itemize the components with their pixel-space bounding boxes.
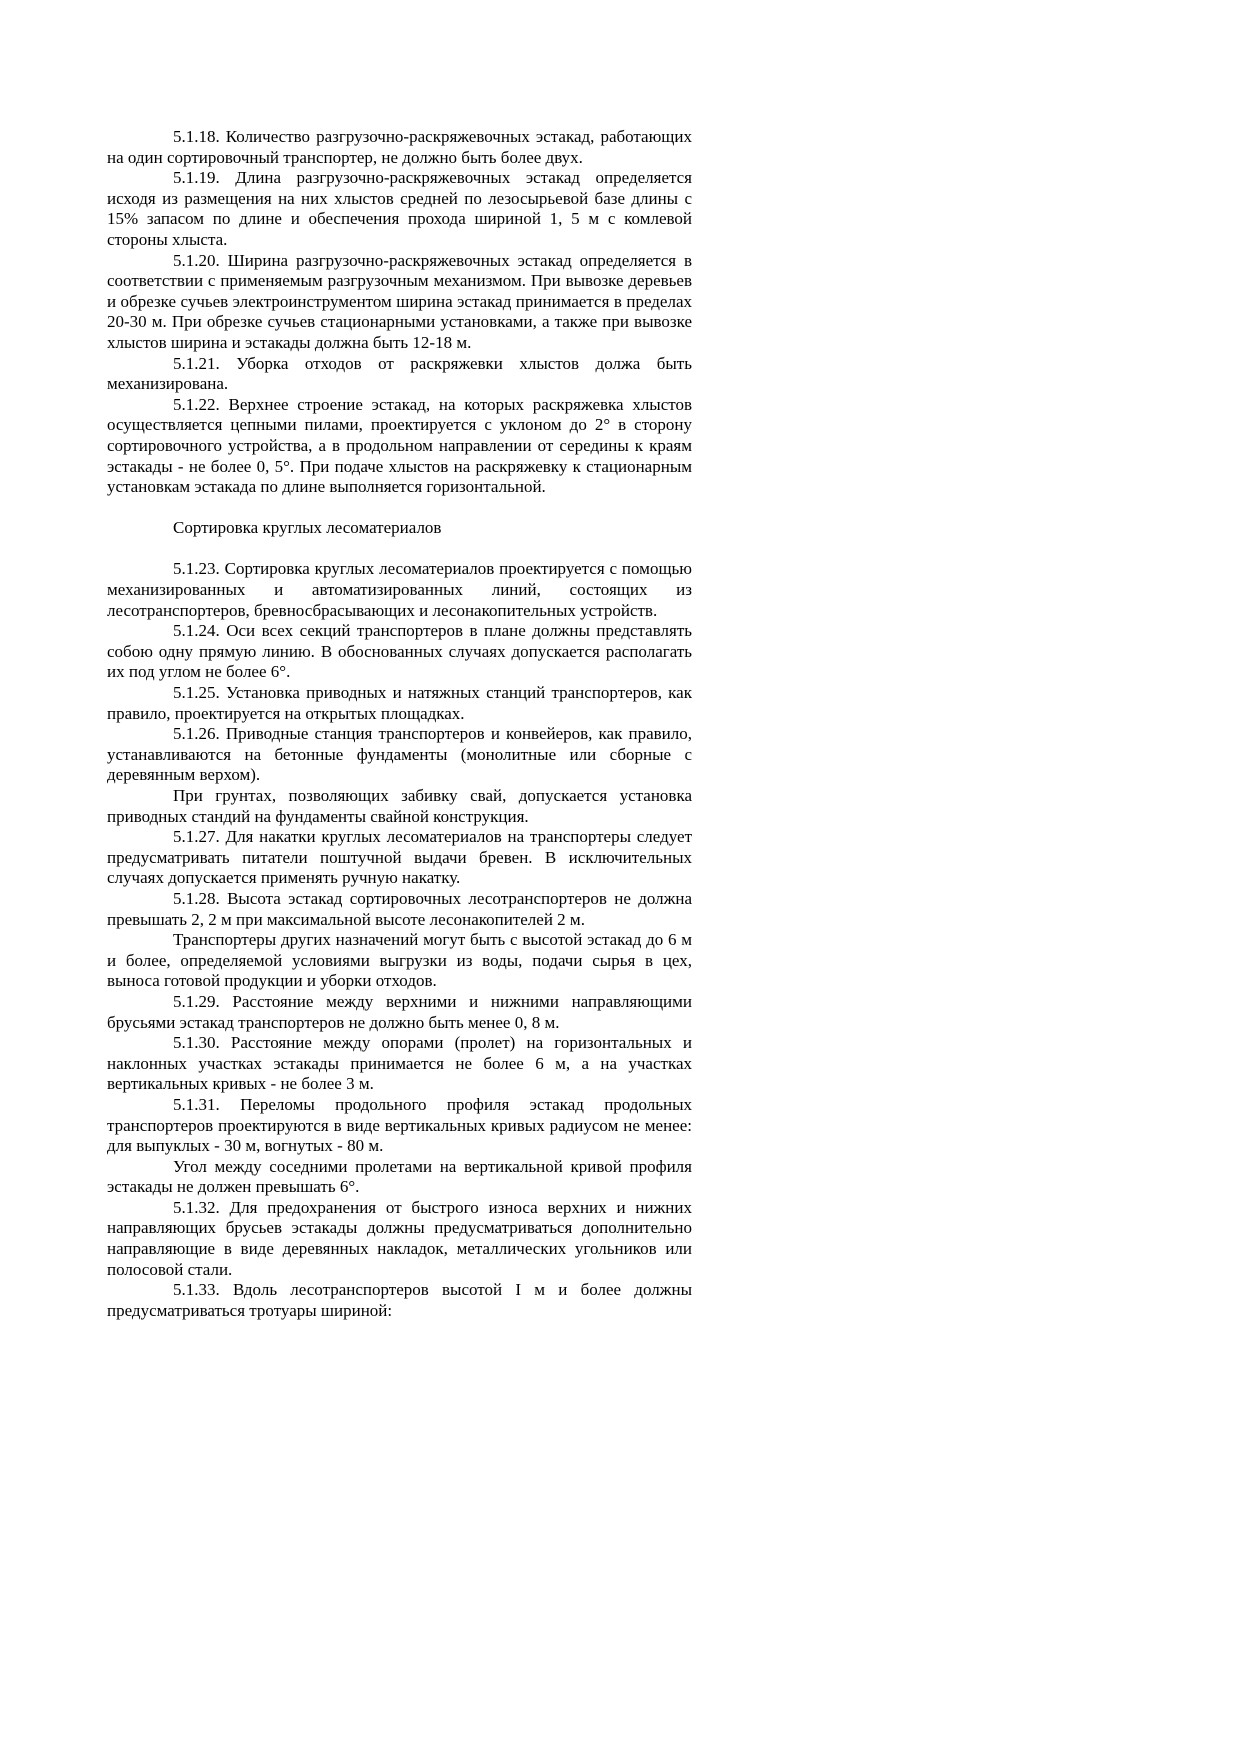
paragraph: 5.1.29. Расстояние между верхними и нижними направляющими брусьями эстакад транспортеров не должно быть менее 0, 8 м. (107, 991, 692, 1032)
paragraph: При грунтах, позволяющих забивку свай, допускается установка приводных стандий на фундаменты свайной конструкция. (107, 786, 692, 826)
paragraph: 5.1.27. Для накатки круглых лесоматериалов на транспортеры следует предусматривать питатели поштучной выдачи бревен. В исключительных случаях допускается применять ручную накатку. (107, 827, 692, 888)
paragraph: 5.1.23. Сортировка круглых лесоматериалов проектируется с помощью механизированных и автоматизированных линий, состоящих из лесотранспортеров, бревносбрасывающих и лесонакопительных устройств. (107, 559, 692, 620)
paragraph: 5.1.19. Длина разгрузочно-раскряжевочных эстакад определяется исходя из размещения на них хлыстов средней по лезосырьевой базе длины с 15% запасом по длине и обеспечения прохода шириной 1, 5 м с комлевой стороны хлыста. (107, 168, 692, 249)
paragraph: 5.1.28. Высота эстакад сортировочных лесотранспортеров не должна превышать 2, 2 м при максимальной высоте лесонакопителей 2 м. (107, 888, 692, 929)
paragraph: 5.1.24. Оси всех секций транспортеров в плане должны представлять собою одну прямую линию. В обоснованных случаях допускается располагать их под углом не более 6°. (107, 621, 692, 682)
paragraph: 5.1.25. Установка приводных и натяжных станций транспортеров, как правило, проектируется на открытых площадках. (107, 683, 692, 723)
paragraph: 5.1.20. Ширина разгрузочно-раскряжевочных эстакад определяется в соответствии с применяемым разгрузочным механизмом. При вывозке деревьев и обрезке сучьев электроинструментом ширина эстакад принимается в пределах 20-30 м. При обрезке сучьев стационарными установками, а также при вывозке хлыстов ширина и эстакады должна быть 12-18 м. (107, 250, 692, 352)
paragraph: 5.1.22. Верхнее строение эстакад, на которых раскряжевка хлыстов осуществляется цепными пилами, проектируется с уклоном до 2° в сторону сортировочного устройства, а в продольном направлении от середины к краям эстакады - не более 0, 5°. При подаче хлыстов на раскряжевку к стационарным установкам эстакада по длине выполняется горизонтальной. (107, 394, 692, 497)
text-column (107, 127, 692, 1321)
section-heading: Сортировка круглых лесоматериалов (173, 518, 442, 538)
paragraph: 5.1.30. Расстояние между опорами (пролет) на горизонтальных и наклонных участках эстакады принимается не более 6 м, а на участках вертикальных кривых - не более 3 м. (107, 1033, 692, 1094)
paragraph: 5.1.31. Переломы продольного профиля эстакад продольных транспортеров проектируются в виде вертикальных кривых радиусом не менее: для выпуклых - 30 м, вогнутых - 80 м. (107, 1094, 692, 1156)
paragraph: 5.1.33. Вдоль лесотранспортеров высотой I м и более должны предусматриваться тротуары шириной: (107, 1280, 692, 1320)
paragraph: 5.1.21. Уборка отходов от раскряжевки хлыстов должа быть механизирована. (107, 353, 692, 394)
paragraph: 5.1.32. Для предохранения от быстрого износа верхних и нижних направляющих брусьев эстакады должны предусматриваться дополнительно направляющие в виде деревянных накладок, металлических угольников или полосовой стали. (107, 1197, 692, 1279)
paragraph: Транспортеры других назначений могут быть с высотой эстакад до 6 м и более, определяемой условиями выгрузки из воды, подачи сырья в цех, выноса готовой продукции и уборки отходов. (107, 930, 692, 991)
paragraph: 5.1.26. Приводные станция транспортеров и конвейеров, как правило, устанавливаются на бетонные фундаменты (монолитные или сборные с деревянным верхом). (107, 724, 692, 785)
paragraph: Угол между соседними пролетами на вертикальной кривой профиля эстакады не должен превышать 6°. (107, 1156, 692, 1197)
paragraph: 5.1.18. Количество разгрузочно-раскряжевочных эстакад, работающих на один сортировочный транспортер, не должно быть более двух. (107, 127, 692, 167)
